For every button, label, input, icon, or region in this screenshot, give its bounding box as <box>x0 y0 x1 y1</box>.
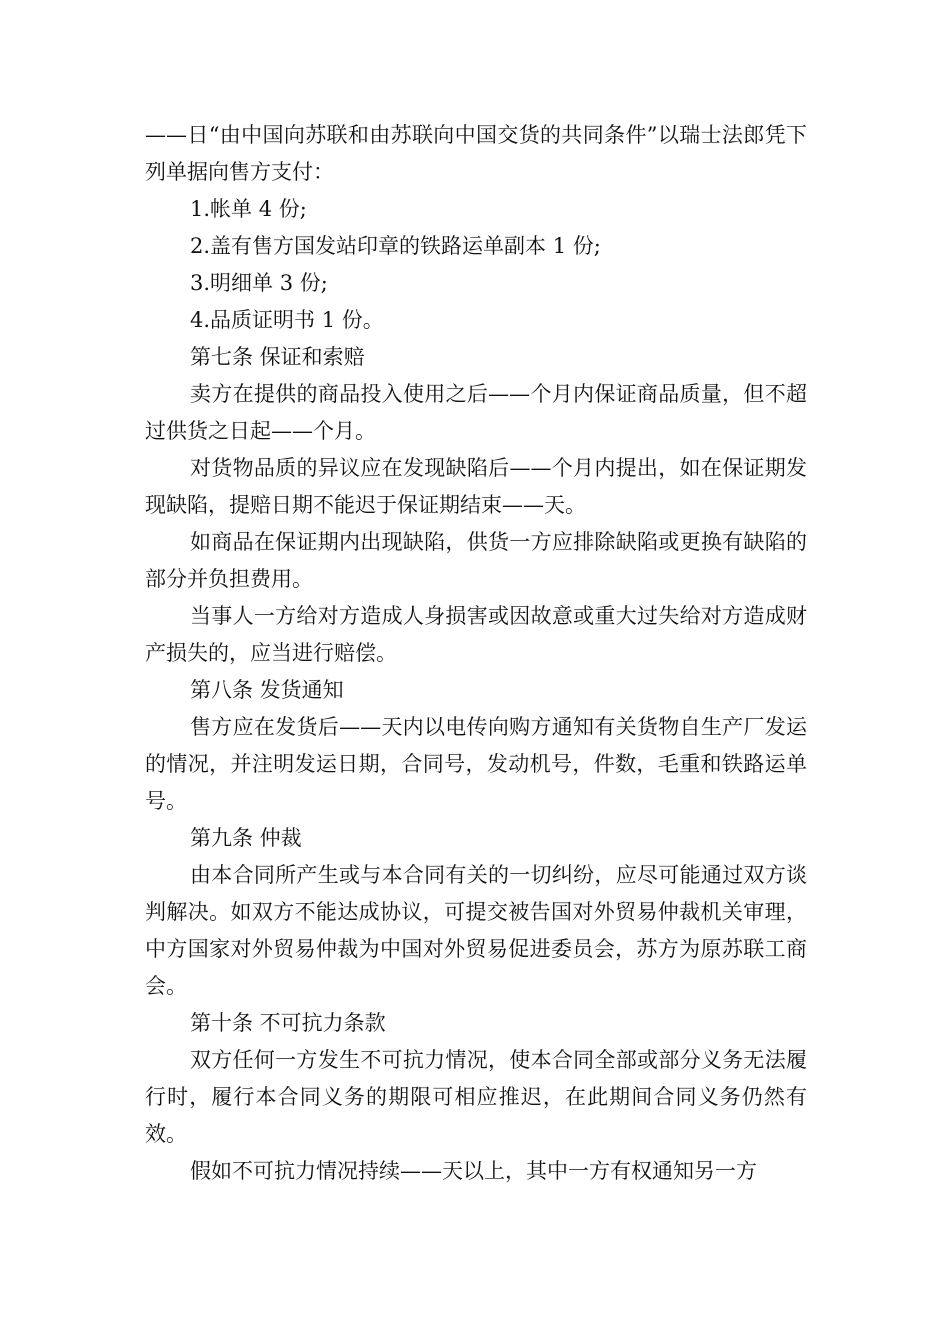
paragraph-warranty-period: 卖方在提供的商品投入使用之后——个月内保证商品质量，但不超过供货之日起——个月。 <box>145 382 807 443</box>
paragraph-quality-objection: 对货物品质的异议应在发现缺陷后——个月内提出，如在保证期发现缺陷，提赔日期不能迟于保证期结束——天。 <box>145 456 807 517</box>
paragraph-quality-certificate: 4.品质证明书 1 份。 <box>190 308 384 332</box>
article-9-heading: 第九条 仲裁 <box>190 826 302 850</box>
paragraph-force-majeure-duration: 假如不可抗力情况持续——天以上，其中一方有权通知另一方 <box>190 1159 757 1183</box>
paragraph-shipment-notice: 售方应在发货后——天内以电传向购方通知有关货物自生产厂发运的情况，并注明发运日期，合同号，发动机号，件数，毛重和铁路运单号。 <box>145 715 807 813</box>
paragraph-railway-waybill: 2.盖有售方国发站印章的铁路运单副本 1 份; <box>190 234 601 258</box>
article-7-heading: 第七条 保证和索赔 <box>190 345 365 369</box>
article-10-heading: 第十条 不可抗力条款 <box>190 1011 386 1035</box>
paragraph-arbitration: 由本合同所产生或与本合同有关的一切纠纷，应尽可能通过双方谈判解决。如双方不能达成协议，可提交被告国对外贸易仲裁机关审理，中方国家对外贸易仲裁为中国对外贸易促进委员会，苏方为原苏联工商会。 <box>145 863 807 998</box>
paragraph-invoice: 1.帐单 4 份; <box>190 197 307 221</box>
document-body <box>145 117 807 1190</box>
paragraph-force-majeure: 双方任何一方发生不可抗力情况，使本合同全部或部分义务无法履行时，履行本合同义务的期限可相应推迟，在此期间合同义务仍然有效。 <box>145 1048 807 1146</box>
article-8-heading: 第八条 发货通知 <box>190 678 344 702</box>
paragraph-packing-list: 3.明细单 3 份; <box>190 271 328 295</box>
paragraph-compensation: 当事人一方给对方造成人身损害或因故意或重大过失给对方造成财产损失的，应当进行赔偿。 <box>145 604 807 665</box>
paragraph-defect-remedy: 如商品在保证期内出现缺陷，供货一方应排除缺陷或更换有缺陷的部分并负担费用。 <box>145 530 807 591</box>
paragraph-payment-documents-intro: ——日“由中国向苏联和由苏联向中国交货的共同条件”以瑞士法郎凭下列单据向售方支付： <box>145 123 807 184</box>
